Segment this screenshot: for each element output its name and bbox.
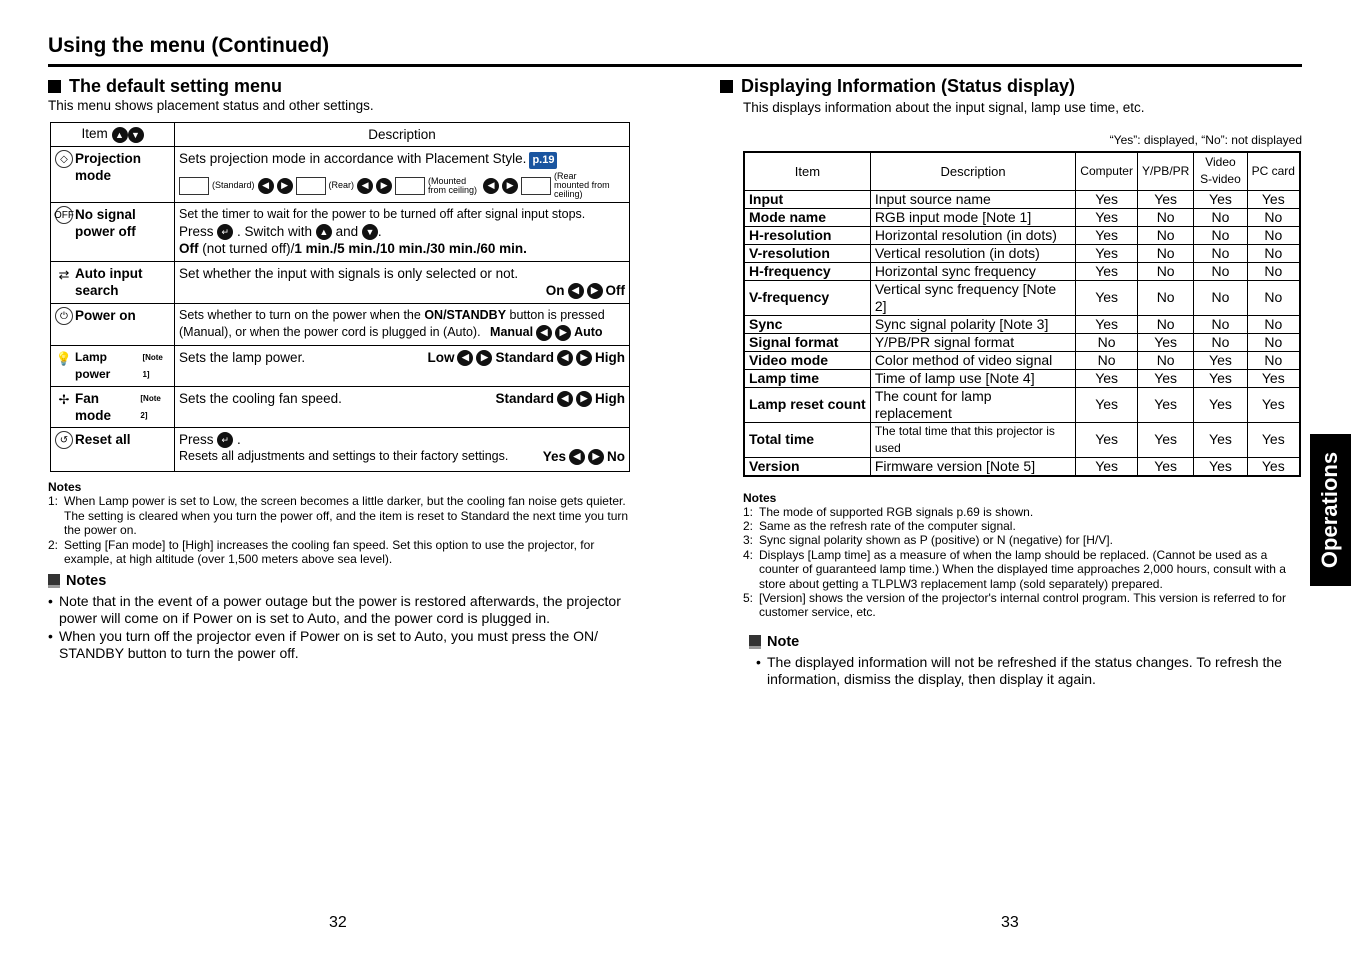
right-arrow-icon: ▶ (376, 178, 392, 194)
video-value: No (1194, 208, 1247, 226)
item-name: Fan mode (75, 391, 112, 423)
table-row (51, 428, 630, 472)
pc-card-value: Yes (1247, 422, 1300, 457)
section-heading (720, 74, 1302, 98)
notes-list (743, 505, 1302, 620)
list-item (743, 533, 1302, 547)
video-value: No (1194, 333, 1247, 351)
square-bullet-icon (48, 80, 61, 93)
note-text: Sync signal polarity shown as P (positive) or N (negative) for [H/V]. (759, 533, 1113, 548)
video-value: Yes (1194, 457, 1247, 476)
lamp-icon: 💡 (55, 350, 73, 366)
enter-icon: ↵ (217, 432, 233, 448)
header-desc: Description (870, 152, 1075, 190)
page-number-left: 32 (329, 914, 347, 931)
option-high: High (595, 391, 625, 406)
left-arrow-icon: ◀ (569, 449, 585, 465)
note-heading-text: Note (767, 633, 800, 650)
left-arrow-icon: ◀ (483, 178, 499, 194)
ypbpr-value: Yes (1137, 387, 1193, 422)
pc-card-value: No (1247, 280, 1300, 315)
bullet-text: When you turn off the projector even if Power on is set to Auto, you must press the ON/ STANDBY button to turn the power off. (59, 627, 599, 661)
section-heading-text: Displaying Information (Status display) (741, 75, 1076, 96)
power-off-icon: OFF (55, 206, 73, 224)
note-text: When Lamp power is set to Low, the screen becomes a little darker, but the cooling fan noise gets quieter. The setting is cleared when you turn the power off, and the item is reset to Standard the next time you turn the power on. (64, 494, 629, 537)
desc-text: Sets projection mode in accordance with Placement Style. (179, 151, 527, 166)
ypbpr-value: Yes (1137, 369, 1193, 387)
computer-value: Yes (1076, 226, 1138, 244)
note-number: 1: (743, 504, 754, 519)
power-icon: ⏻ (55, 307, 73, 325)
list-item (743, 505, 1302, 519)
computer-value: Yes (1076, 315, 1138, 333)
list-item (743, 548, 1302, 591)
left-column (48, 74, 630, 663)
rear-mode-icon (296, 177, 326, 195)
legend: “Yes”: displayed, “No”: not displayed (1109, 133, 1302, 147)
right-arrow-icon: ▶ (277, 178, 293, 194)
option-standard: Standard (495, 391, 554, 406)
item-name: V-frequency (744, 280, 870, 315)
ypbpr-value: Yes (1137, 422, 1193, 457)
pc-card-value: Yes (1247, 369, 1300, 387)
item-name: Video mode (744, 351, 870, 369)
video-value: Yes (1194, 351, 1247, 369)
video-value: No (1194, 280, 1247, 315)
computer-value: Yes (1076, 208, 1138, 226)
item-name: H-frequency (744, 262, 870, 280)
title-rule (48, 64, 1302, 67)
option-yes: Yes (542, 449, 566, 465)
item-desc: Horizontal sync frequency (870, 262, 1075, 280)
option-off: Off (605, 283, 625, 298)
item-name: Lamp time (744, 369, 870, 387)
list-item: • Note that in the event of a power outage but the power is restored afterwards, the projector power will come on if Power on is set to Auto, and the power cord is plugged in. (48, 593, 630, 628)
notes-heading-2 (48, 573, 630, 589)
item-desc: The total time that this projector is used (870, 422, 1075, 457)
mode-label: (Mounted from ceiling) (428, 175, 478, 195)
option-times: 1 min./5 min./10 min./30 min./60 min. (294, 241, 527, 257)
item-name: Auto input search (75, 266, 143, 298)
mode-label: (Rear mounted from ceiling) (554, 171, 610, 199)
mode-options (179, 172, 625, 199)
item-name: Total time (744, 422, 870, 457)
pc-card-value: No (1247, 351, 1300, 369)
header-item: Item (744, 152, 870, 190)
item-desc: Vertical sync frequency [Note 2] (870, 280, 1075, 315)
list-item (48, 494, 630, 538)
desc-cell (175, 304, 630, 346)
section-heading-text: The default setting menu (69, 75, 283, 96)
right-arrow-icon: ▶ (502, 178, 518, 194)
desc-text: and (335, 224, 359, 239)
ypbpr-value: No (1137, 226, 1193, 244)
enter-icon: ↵ (217, 224, 233, 240)
computer-value: Yes (1076, 457, 1138, 476)
item-cell (51, 387, 175, 428)
pc-card-value: No (1247, 244, 1300, 262)
note-text: Setting [Fan mode] to [High] increases the cooling fan speed. Set this option to use the projector, for example, at high altitude (over 1,500 meters above sea level). (64, 537, 595, 566)
bullet-list (756, 654, 1302, 689)
item-name: No signal power off (75, 207, 136, 239)
notes-list (48, 494, 630, 567)
notes-heading-text: Notes (66, 572, 107, 589)
table-row (744, 280, 1300, 315)
page-ref-badge: p.19 (529, 152, 557, 169)
video-value: No (1194, 226, 1247, 244)
notes-heading: Notes (48, 480, 82, 494)
note-number: 2: (48, 537, 59, 552)
ypbpr-value: Yes (1137, 457, 1193, 476)
item-cell (51, 428, 175, 472)
table-row (744, 387, 1300, 422)
desc-text: (not turned off)/ (202, 241, 295, 257)
item-name: Signal format (744, 333, 870, 351)
desc-cell: Press ↵ . Resets all adjustments and settings to their factory settings. Yes ◀ ▶ No (175, 428, 630, 472)
right-arrow-icon: ▶ (587, 283, 603, 299)
item-name: Input (744, 190, 870, 208)
header-video: Video S-video (1194, 152, 1247, 190)
note-ref: [Note 1] (142, 353, 163, 379)
pc-card-value: No (1247, 208, 1300, 226)
table-row (51, 387, 630, 428)
video-value: No (1194, 244, 1247, 262)
pc-card-value: No (1247, 333, 1300, 351)
desc-text: Sets whether to turn on the power when the (179, 308, 421, 322)
desc-cell: Set the timer to wait for the power to be turned off after signal input stops. Press ↵ . Switch with ▲ and ▼ . Off (not turned off)/1 min./5 min./10 min./30 min./60 min. (175, 203, 630, 262)
computer-value: Yes (1076, 387, 1138, 422)
table-row (744, 333, 1300, 351)
item-name: Mode name (744, 208, 870, 226)
option-low: Low (427, 350, 455, 365)
ypbpr-value: No (1137, 351, 1193, 369)
video-value: Yes (1194, 387, 1247, 422)
item-desc: Color method of video signal (870, 351, 1075, 369)
desc-text: Resets all adjustments and settings to their factory settings. (179, 449, 509, 464)
pc-card-value: Yes (1247, 387, 1300, 422)
option-on: On (545, 283, 565, 298)
ypbpr-value: No (1137, 244, 1193, 262)
table-row (744, 262, 1300, 280)
computer-value: Yes (1076, 244, 1138, 262)
right-arrow-icon: ▶ (576, 350, 592, 366)
table-row (744, 422, 1300, 457)
desc-text: Sets the cooling fan speed. (179, 391, 342, 406)
video-value: Yes (1194, 422, 1247, 457)
desc-text: Press (179, 432, 214, 447)
item-desc: Sync signal polarity [Note 3] (870, 315, 1075, 333)
item-desc: Vertical resolution (in dots) (870, 244, 1075, 262)
header-item (51, 123, 175, 147)
video-value: Yes (1194, 190, 1247, 208)
bullet-list (48, 593, 630, 663)
projector-icon: ◇ (55, 150, 73, 168)
auto-search-icon: ⇄ (58, 266, 70, 282)
item-desc: RGB input mode [Note 1] (870, 208, 1075, 226)
item-desc: Firmware version [Note 5] (870, 457, 1075, 476)
pc-card-value: Yes (1247, 457, 1300, 476)
note-text: Displays [Lamp time] as a measure of when the lamp should be replaced. (Cannot be used as a counter of guaranteed lamp time.) When the displayed time approaches 2,000 hours, consult with a store about getting a TLPLW3 replacement lamp (sold separately) prepared. (759, 547, 1286, 591)
item-cell (51, 304, 175, 346)
item-cell (51, 262, 175, 304)
table-row (744, 226, 1300, 244)
bullet-text: The displayed information will not be refreshed if the status changes. To refresh the information, dismiss the display, then display it again. (767, 653, 1282, 688)
table-row (744, 315, 1300, 333)
note-number: 2: (743, 518, 754, 533)
item-name: Reset all (75, 432, 131, 447)
pc-card-value: Yes (1247, 190, 1300, 208)
desc-text: . Switch with (237, 224, 313, 239)
ypbpr-value: No (1137, 208, 1193, 226)
header-pc-card: PC card (1247, 152, 1300, 190)
item-name: Projection mode (75, 151, 142, 183)
right-arrow-icon: ▶ (476, 350, 492, 366)
computer-value: No (1076, 351, 1138, 369)
note-text: [Version] shows the version of the projector's internal control program. This version is referred to for customer service, etc. (759, 590, 1286, 620)
list-item: • The displayed information will not be refreshed if the status changes. To refresh the information, dismiss the display, then display it again. (756, 654, 1302, 689)
item-desc: Input source name (870, 190, 1075, 208)
list-item: • When you turn off the projector even if Power on is set to Auto, you must press the ON/ STANDBY button to turn the power off. (48, 628, 630, 663)
item-desc: The count for lamp replacement (870, 387, 1075, 422)
right-arrow-icon: ▶ (576, 391, 592, 407)
note-number: 3: (743, 533, 754, 548)
computer-value: No (1076, 333, 1138, 351)
note-text: The mode of supported RGB signals p.69 is shown. (759, 504, 1034, 519)
ypbpr-value: Yes (1137, 333, 1193, 351)
header-desc: Description (175, 123, 630, 147)
note-text: Same as the refresh rate of the computer signal. (759, 518, 1016, 533)
side-tab-operations (1310, 434, 1351, 586)
item-name: Power on (75, 308, 136, 323)
table-header-row (744, 152, 1300, 190)
ypbpr-value: No (1137, 262, 1193, 280)
right-arrow-icon: ▶ (555, 325, 571, 341)
settings-table (50, 122, 630, 472)
rear-ceiling-mode-icon (521, 177, 551, 195)
ypbpr-value: No (1137, 315, 1193, 333)
option-high: High (595, 350, 625, 365)
note-ref: [Note 2] (140, 394, 161, 420)
video-value: No (1194, 315, 1247, 333)
left-arrow-icon: ◀ (536, 325, 552, 341)
item-cell (51, 203, 175, 262)
note-number: 1: (48, 494, 59, 508)
table-row (744, 190, 1300, 208)
square-bullet-icon (720, 80, 733, 93)
table-row (51, 346, 630, 387)
pc-card-value: No (1247, 226, 1300, 244)
desc-text: Press (179, 224, 214, 239)
left-arrow-icon: ◀ (258, 178, 274, 194)
ypbpr-value: No (1137, 280, 1193, 315)
left-arrow-icon: ◀ (568, 283, 584, 299)
header-item-label: Item (81, 126, 108, 142)
side-tab-label: Operations (1317, 451, 1343, 569)
desc-text: Set the timer to wait for the power to be turned off after signal input stops. (179, 207, 586, 221)
item-name: Sync (744, 315, 870, 333)
left-arrow-icon: ◀ (557, 350, 573, 366)
section-heading (48, 74, 630, 98)
header-computer: Computer (1076, 152, 1138, 190)
table-row (51, 203, 630, 262)
table-row (744, 457, 1300, 476)
option-manual: Manual (490, 325, 534, 339)
right-arrow-icon: ▶ (588, 449, 604, 465)
table-row (51, 262, 630, 304)
desc-cell (175, 387, 630, 428)
item-desc: Horizontal resolution (in dots) (870, 226, 1075, 244)
table-row (744, 351, 1300, 369)
pc-card-value: No (1247, 315, 1300, 333)
mode-label: (Rear) (328, 180, 355, 190)
option-no: No (607, 449, 625, 465)
down-arrow-icon: ▼ (128, 127, 144, 143)
note-heading-2 (749, 634, 1302, 650)
left-arrow-icon: ◀ (557, 391, 573, 407)
item-desc: Y/PB/PR signal format (870, 333, 1075, 351)
item-desc: Time of lamp use [Note 4] (870, 369, 1075, 387)
computer-value: Yes (1076, 369, 1138, 387)
note-number: 4: (743, 547, 754, 562)
up-arrow-icon: ▲ (112, 127, 128, 143)
item-name: Version (744, 457, 870, 476)
table-row (51, 147, 630, 203)
item-cell (51, 346, 175, 387)
table-row (744, 208, 1300, 226)
table-row (51, 304, 630, 346)
desc-text: Sets the lamp power. (179, 350, 306, 365)
notes-heading: Notes (743, 490, 777, 505)
desc-cell (175, 346, 630, 387)
reset-icon: ↺ (55, 431, 73, 449)
table-row (744, 244, 1300, 262)
computer-value: Yes (1076, 262, 1138, 280)
computer-value: Yes (1076, 422, 1138, 457)
item-name: Lamp reset count (744, 387, 870, 422)
left-arrow-icon: ◀ (457, 350, 473, 366)
note-number: 5: (743, 590, 754, 605)
table-row (744, 369, 1300, 387)
down-arrow-icon: ▼ (362, 224, 378, 240)
list-item (48, 538, 630, 567)
section-subtitle: This displays information about the input signal, lamp use time, etc. (743, 100, 1145, 115)
status-table (743, 151, 1301, 477)
left-arrow-icon: ◀ (357, 178, 373, 194)
item-cell (51, 147, 175, 203)
ceiling-mode-icon (395, 177, 425, 195)
header-ypbpr: Y/PB/PR (1137, 152, 1193, 190)
video-value: No (1194, 262, 1247, 280)
desc-bold: ON/STANDBY (424, 308, 507, 322)
page-title: Using the menu (Continued) (48, 34, 330, 57)
up-arrow-icon: ▲ (316, 224, 332, 240)
ypbpr-value: Yes (1137, 190, 1193, 208)
desc-text: Set whether the input with signals is only selected or not. (179, 266, 519, 281)
memo-icon (48, 574, 60, 588)
fan-icon: ✢ (58, 391, 70, 407)
desc-cell (175, 147, 630, 203)
option-off: Off (179, 241, 199, 257)
right-column (720, 74, 1302, 689)
desc-text: button is pressed (Manual), or when the power cord is plugged in (Auto). (179, 308, 605, 339)
list-item (743, 591, 1302, 620)
bullet-text: Note that in the event of a power outage but the power is restored afterwards, the projector power will come on if Power on is set to Auto, and the power cord is plugged in. (59, 592, 621, 626)
memo-icon (749, 635, 761, 649)
page-number-right: 33 (1001, 914, 1019, 931)
item-name: H-resolution (744, 226, 870, 244)
mode-label: (Standard) (212, 180, 255, 190)
section-subtitle: This menu shows placement status and other settings. (48, 98, 374, 113)
computer-value: Yes (1076, 190, 1138, 208)
standard-mode-icon (179, 177, 209, 195)
item-name: V-resolution (744, 244, 870, 262)
pc-card-value: No (1247, 262, 1300, 280)
item-name: Lamp power (75, 350, 111, 381)
computer-value: Yes (1076, 280, 1138, 315)
option-auto: Auto (574, 325, 603, 339)
video-value: Yes (1194, 369, 1247, 387)
option-standard: Standard (495, 350, 554, 365)
desc-cell (175, 262, 630, 304)
table-header-row (51, 123, 630, 147)
list-item (743, 519, 1302, 533)
